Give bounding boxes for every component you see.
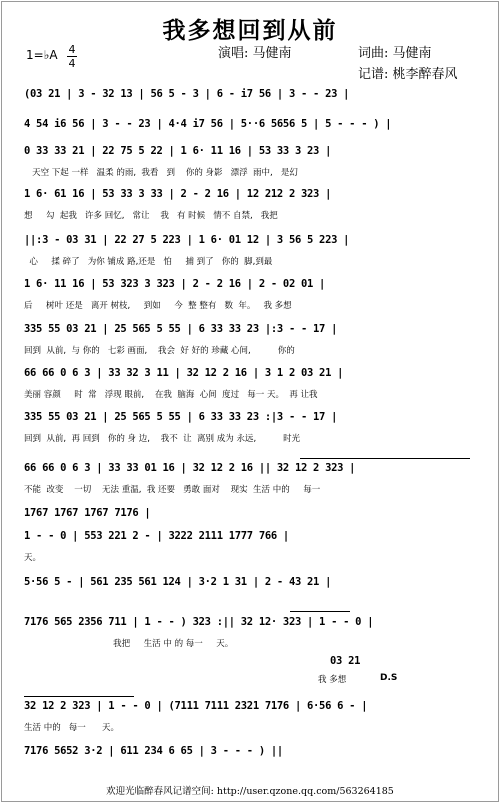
lyrics: 天空 下起 一样 温柔 的雨, 我看 到 你的 身影 漂浮 雨中, 是幻 xyxy=(24,168,298,178)
key-signature: 1=♭A xyxy=(26,48,58,62)
ds-mark: D.S xyxy=(380,673,398,683)
notes: 335 55 03 21 | 25 565 5 55 | 6 33 33 23 |:3 - - 17 | xyxy=(24,323,338,335)
lyrics: 心 揉 碎了 为你 铺成 路,还是 怕 捕 到了 你的 脚,到最 xyxy=(24,257,273,267)
meter-top: 4 xyxy=(68,43,76,56)
notes: 66 66 0 6 3 | 33 32 3 11 | 32 12 2 16 | 3 1 2 03 21 | xyxy=(24,367,344,379)
lyrics: 天。 xyxy=(24,553,42,563)
lyrics: 想 勾 起我 许多 回忆, 常让 我 有 时候 情不 自禁, 我把 xyxy=(24,211,278,221)
notes: 1 - - 0 | 553 221 2 - | 3222 2111 1777 766 | xyxy=(24,530,289,542)
score-line-15 xyxy=(318,655,450,689)
notes: ||:3 - 03 31 | 22 27 5 223 | 1 6· 01 12 | 3 56 5 223 | xyxy=(24,234,350,246)
notes: 7176 5652 3·2 | 611 234 6 65 | 3 - - - ) || xyxy=(24,745,283,757)
notes: 7176 565 2356 711 | 1 - - ) 323 :|| 32 12· 323 | 1 - - 0 | xyxy=(24,616,374,628)
volta-bracket-3 xyxy=(24,696,134,697)
meter-bottom: 4 xyxy=(68,57,76,70)
score-line-6 xyxy=(24,278,476,312)
notes: 66 66 0 6 3 | 33 33 01 16 | 32 12 2 16 || 32 12 2 323 | xyxy=(24,462,356,474)
volta-bracket-2 xyxy=(290,611,350,612)
lyrics: 后 树叶 还是 离开 树枝, 到如 今 整 整有 数 年。 我 多想 xyxy=(24,301,292,311)
score-line-8 xyxy=(24,367,476,401)
lyrics: 回到 从前, 与 你的 七彩 画面, 我会 好 好的 珍藏 心间, 你的 xyxy=(24,346,295,356)
notes: 335 55 03 21 | 25 565 5 55 | 6 33 33 23 :|3 - - 17 | xyxy=(24,411,338,423)
score-line-5 xyxy=(24,234,476,268)
notes: 4 54 i6 56 | 3 - - 23 | 4·4 i7 56 | 5··6 5656 5 | 5 - - - ) | xyxy=(24,118,392,130)
singer-credit: 演唱: 马健南 xyxy=(218,46,292,61)
page-title: 我多想回到从前 xyxy=(162,17,338,44)
notes: 1 6· 61 16 | 53 33 3 33 | 2 - 2 16 | 12 212 2 323 | xyxy=(24,188,332,200)
lyrics: 美丽 容颜 时 常 浮现 眼前, 在我 脑海 心间 度过 每一 天。 再 让我 xyxy=(24,390,318,400)
time-signature xyxy=(67,44,77,69)
transcriber-credit: 记谱: 桃李醉春风 xyxy=(358,67,458,82)
notes: 0 33 33 21 | 22 75 5 22 | 1 6· 11 16 | 53 33 3 23 | xyxy=(24,145,332,157)
score-line-14 xyxy=(24,616,476,650)
notes: 03 21 xyxy=(330,655,361,667)
lyrics: 回到 从前, 再 回到 你的 身 边, 我不 让 离别 成为 永远, 时光 xyxy=(24,434,301,444)
score-line-3 xyxy=(24,145,476,179)
lyrics: 不能 改变 一切 无法 重温, 我 还要 勇敢 面对 现实 生活 中的 每一 xyxy=(24,485,321,495)
score-line-1 xyxy=(24,88,476,122)
volta-bracket-1 xyxy=(300,458,470,459)
score-line-7 xyxy=(24,323,476,357)
lyrics: 我 多想 xyxy=(318,675,347,685)
notes: (03 21 | 3 - 32 13 | 56 5 - 3 | 6 - i7 56 | 3 - - 23 | xyxy=(24,88,350,100)
notes: 32 12 2 323 | 1 - - 0 | (7111 7111 2321 7176 | 6·56 6 - | xyxy=(24,700,368,712)
score-line-10 xyxy=(24,462,476,496)
score-line-4 xyxy=(24,188,476,222)
lyrics: 生活 中的 每一 天。 xyxy=(24,723,120,733)
score-line-12 xyxy=(24,530,476,564)
notes: 5·56 5 - | 561 235 561 124 | 3·2 1 31 | 2 - 43 21 | xyxy=(24,576,332,588)
notes: 1767 1767 1767 7176 | xyxy=(24,507,151,519)
lyrics: 我把 生活 中 的 每一 天。 xyxy=(24,639,234,649)
score-line-17 xyxy=(24,745,476,779)
lyricist-credit: 词曲: 马健南 xyxy=(358,46,432,61)
footer-url: 欢迎光临醉春风记谱空间: http://user.qzone.qq.com/563264185 xyxy=(106,786,394,797)
score-line-9 xyxy=(24,411,476,445)
notes: 1 6· 11 16 | 53 323 3 323 | 2 - 2 16 | 2 - 02 01 | xyxy=(24,278,326,290)
score-line-16 xyxy=(24,700,476,734)
score-line-13 xyxy=(24,576,476,610)
